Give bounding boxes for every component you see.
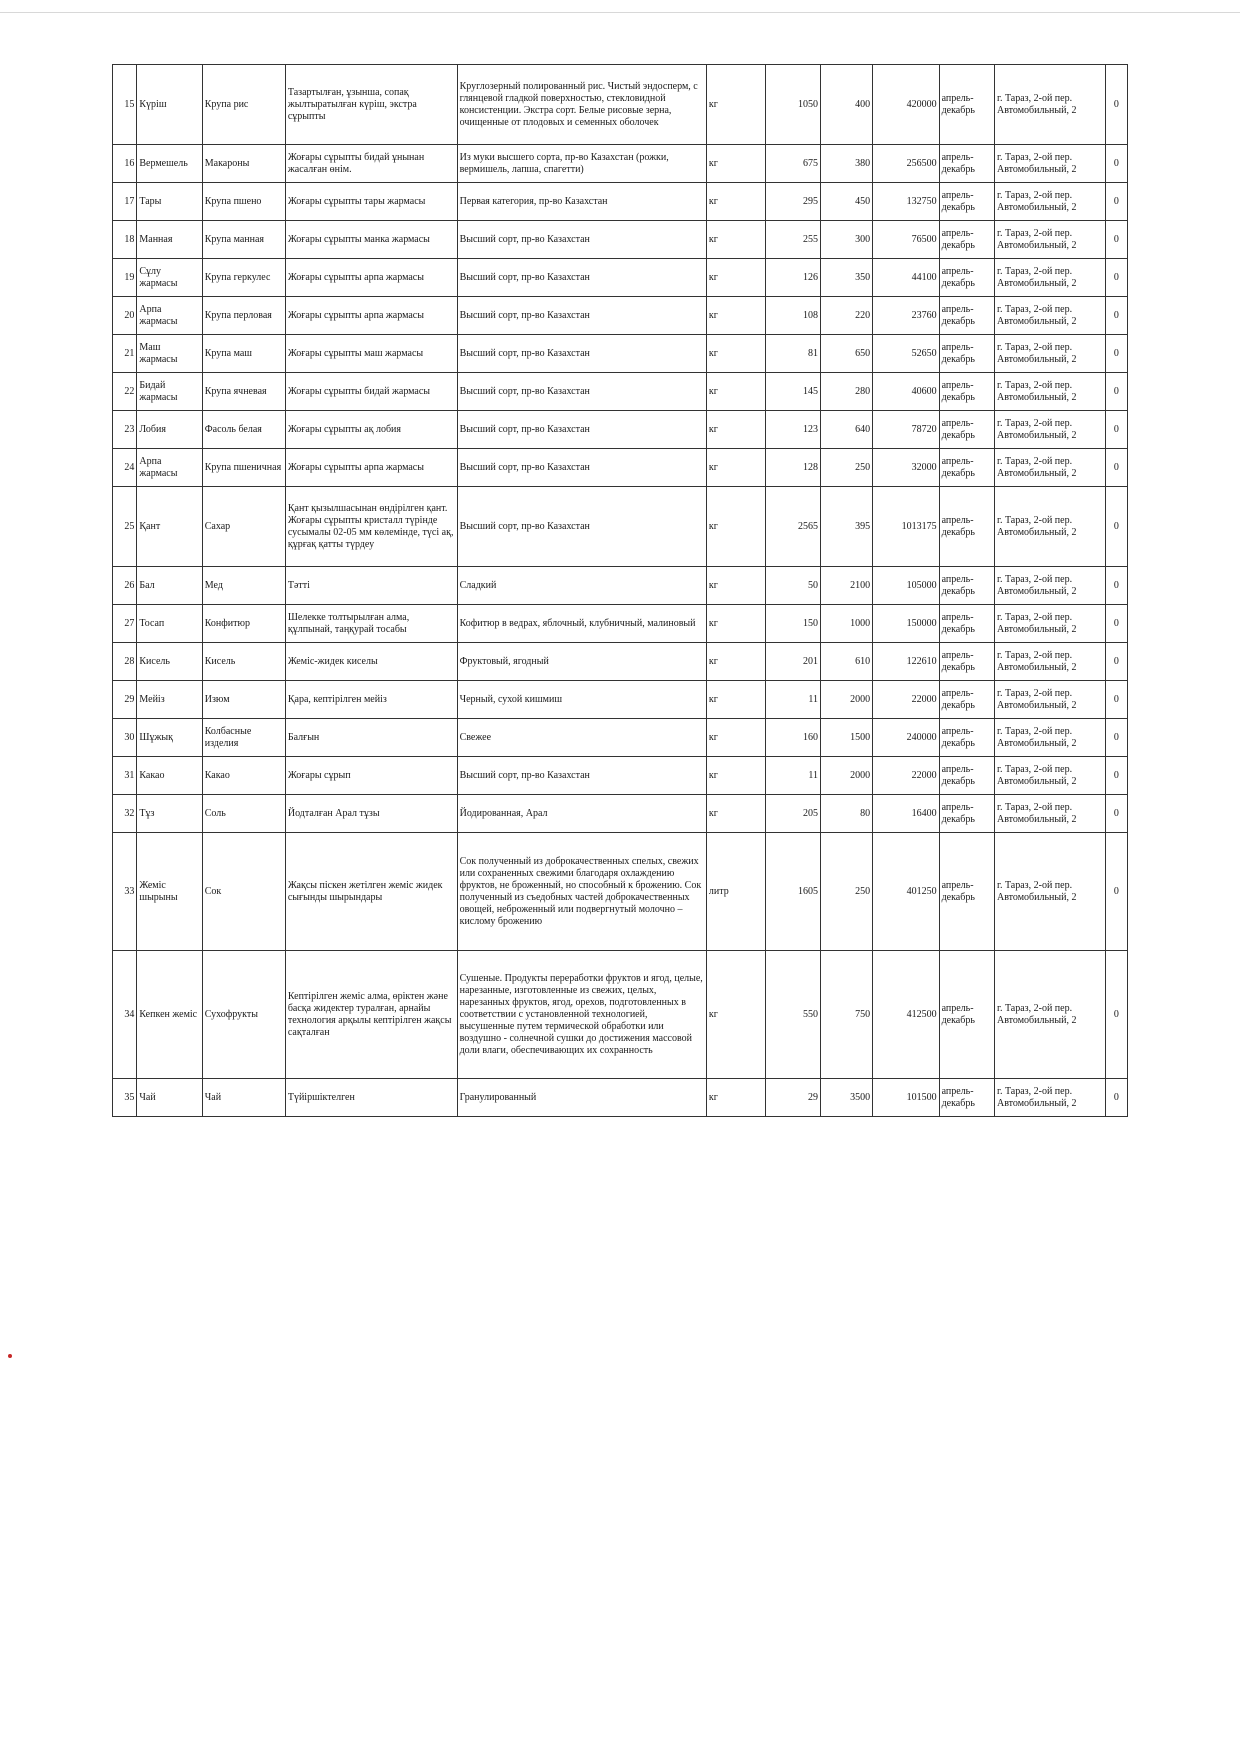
description-kz: Жеміс-жидек киселы [285,643,457,681]
quantity-cell: 150 [765,605,820,643]
row-number: 25 [113,487,137,567]
product-name-ru: Фасоль белая [202,411,285,449]
description-kz: Балғын [285,719,457,757]
last-column-cell: 0 [1105,1079,1127,1117]
row-number: 33 [113,833,137,951]
unit-cell: кг [706,259,765,297]
period-cell: апрель-декабрь [939,411,994,449]
table-row [113,335,1128,373]
sum-cell: 22000 [873,681,939,719]
quantity-cell: 201 [765,643,820,681]
unit-cell: кг [706,221,765,259]
delivery-place-cell: г. Тараз, 2-ой пер. Автомобильный, 2 [994,643,1105,681]
quantity-cell: 126 [765,259,820,297]
price-cell: 350 [821,259,873,297]
quantity-cell: 2565 [765,487,820,567]
quantity-cell: 160 [765,719,820,757]
product-name-ru: Изюм [202,681,285,719]
quantity-cell: 11 [765,757,820,795]
quantity-cell: 123 [765,411,820,449]
price-cell: 2000 [821,681,873,719]
price-cell: 650 [821,335,873,373]
last-column-cell: 0 [1105,757,1127,795]
row-number: 23 [113,411,137,449]
description-kz: Жоғары сұрыпты арпа жармасы [285,259,457,297]
sum-cell: 1013175 [873,487,939,567]
delivery-place-cell: г. Тараз, 2-ой пер. Автомобильный, 2 [994,795,1105,833]
period-cell: апрель-декабрь [939,373,994,411]
price-cell: 400 [821,65,873,145]
unit-cell: кг [706,449,765,487]
period-cell: апрель-декабрь [939,487,994,567]
row-number: 26 [113,567,137,605]
period-cell: апрель-декабрь [939,757,994,795]
row-number: 34 [113,951,137,1079]
description-ru: Высший сорт, пр-во Казахстан [457,449,706,487]
product-name-kz: Күріш [137,65,202,145]
sum-cell: 32000 [873,449,939,487]
sum-cell: 16400 [873,795,939,833]
description-kz: Жоғары сұрыпты арпа жармасы [285,297,457,335]
price-cell: 1500 [821,719,873,757]
row-number: 15 [113,65,137,145]
description-kz: Жоғары сұрыпты бидай жармасы [285,373,457,411]
price-cell: 220 [821,297,873,335]
price-cell: 80 [821,795,873,833]
last-column-cell: 0 [1105,719,1127,757]
delivery-place-cell: г. Тараз, 2-ой пер. Автомобильный, 2 [994,65,1105,145]
price-cell: 640 [821,411,873,449]
red-dot-mark [8,1354,12,1358]
period-cell: апрель-декабрь [939,567,994,605]
unit-cell: кг [706,719,765,757]
description-kz: Йодталған Арал тұзы [285,795,457,833]
delivery-place-cell: г. Тараз, 2-ой пер. Автомобильный, 2 [994,449,1105,487]
product-name-ru: Крупа пшеничная [202,449,285,487]
price-cell: 380 [821,145,873,183]
table-body [113,65,1128,1117]
last-column-cell: 0 [1105,373,1127,411]
table-row [113,297,1128,335]
quantity-cell: 81 [765,335,820,373]
product-name-ru: Крупа геркулес [202,259,285,297]
delivery-place-cell: г. Тараз, 2-ой пер. Автомобильный, 2 [994,567,1105,605]
product-name-kz: Вермешель [137,145,202,183]
delivery-place-cell: г. Тараз, 2-ой пер. Автомобильный, 2 [994,335,1105,373]
row-number: 27 [113,605,137,643]
delivery-place-cell: г. Тараз, 2-ой пер. Автомобильный, 2 [994,487,1105,567]
description-ru: Свежее [457,719,706,757]
last-column-cell: 0 [1105,795,1127,833]
row-number: 20 [113,297,137,335]
quantity-cell: 255 [765,221,820,259]
product-name-kz: Чай [137,1079,202,1117]
sum-cell: 420000 [873,65,939,145]
period-cell: апрель-декабрь [939,145,994,183]
unit-cell: кг [706,681,765,719]
sum-cell: 101500 [873,1079,939,1117]
price-cell: 395 [821,487,873,567]
price-cell: 1000 [821,605,873,643]
description-ru: Сладкий [457,567,706,605]
product-name-ru: Сухофрукты [202,951,285,1079]
product-name-ru: Какао [202,757,285,795]
table-row [113,411,1128,449]
last-column-cell: 0 [1105,643,1127,681]
product-name-kz: Шұжық [137,719,202,757]
period-cell: апрель-декабрь [939,605,994,643]
sum-cell: 105000 [873,567,939,605]
period-cell: апрель-декабрь [939,643,994,681]
product-name-ru: Соль [202,795,285,833]
description-kz: Қара, кептірілген мейіз [285,681,457,719]
unit-cell: литр [706,833,765,951]
period-cell: апрель-декабрь [939,951,994,1079]
last-column-cell: 0 [1105,951,1127,1079]
unit-cell: кг [706,145,765,183]
delivery-place-cell: г. Тараз, 2-ой пер. Автомобильный, 2 [994,183,1105,221]
unit-cell: кг [706,297,765,335]
product-name-ru: Крупа маш [202,335,285,373]
product-name-kz: Тосап [137,605,202,643]
description-ru: Высший сорт, пр-во Казахстан [457,335,706,373]
unit-cell: кг [706,183,765,221]
quantity-cell: 29 [765,1079,820,1117]
description-ru: Высший сорт, пр-во Казахстан [457,259,706,297]
description-ru: Круглозерный полированный рис. Чистый эндосперм, с глянцевой гладкой поверхностью, стекловидной консистенции. Экстра сорт. Белые рисовые зерна, очищенные от плодовых и семенных оболочек [457,65,706,145]
price-cell: 450 [821,183,873,221]
description-kz: Шелекке толтырылған алма, құлпынай, таңқурай тосабы [285,605,457,643]
product-name-kz: Қант [137,487,202,567]
description-kz: Жоғары сұрыпты маш жармасы [285,335,457,373]
product-name-ru: Колбасные изделия [202,719,285,757]
product-name-ru: Крупа пшено [202,183,285,221]
quantity-cell: 205 [765,795,820,833]
table-row [113,487,1128,567]
description-kz: Түйіршіктелген [285,1079,457,1117]
product-name-kz: Тары [137,183,202,221]
last-column-cell: 0 [1105,65,1127,145]
quantity-cell: 675 [765,145,820,183]
sum-cell: 412500 [873,951,939,1079]
description-ru: Первая категория, пр-во Казахстан [457,183,706,221]
table-row [113,605,1128,643]
product-name-kz: Бидай жармасы [137,373,202,411]
product-name-ru: Сахар [202,487,285,567]
product-name-kz: Арпа жармасы [137,449,202,487]
unit-cell: кг [706,487,765,567]
unit-cell: кг [706,335,765,373]
quantity-cell: 50 [765,567,820,605]
product-name-kz: Манная [137,221,202,259]
product-name-ru: Сок [202,833,285,951]
price-cell: 2000 [821,757,873,795]
last-column-cell: 0 [1105,183,1127,221]
unit-cell: кг [706,373,765,411]
unit-cell: кг [706,411,765,449]
description-ru: Сушеные. Продукты переработки фруктов и ягод, целые, нарезанные, изготовленные из свежих, целых, нарезанных фруктов, ягод, орехов, подготовленных в соответствии с установленной технологией, высушенные путем термической обработки или воздушно - солнечной сушки до достижения массовой доли влаги, обеспечивающих их сохранность [457,951,706,1079]
product-name-kz: Маш жармасы [137,335,202,373]
sum-cell: 22000 [873,757,939,795]
period-cell: апрель-декабрь [939,1079,994,1117]
sum-cell: 76500 [873,221,939,259]
table-row [113,951,1128,1079]
description-kz: Қант қызылшасынан өндірілген қант. Жоғары сұрыпты кристалл түрінде сусымалы 02-05 мм көлемінде, түсі ақ, құрғақ қатты түрдеу [285,487,457,567]
product-name-kz: Жеміс шырыны [137,833,202,951]
last-column-cell: 0 [1105,259,1127,297]
last-column-cell: 0 [1105,411,1127,449]
row-number: 17 [113,183,137,221]
quantity-cell: 145 [765,373,820,411]
price-cell: 2100 [821,567,873,605]
price-cell: 750 [821,951,873,1079]
period-cell: апрель-декабрь [939,297,994,335]
unit-cell: кг [706,795,765,833]
row-number: 30 [113,719,137,757]
table-row [113,643,1128,681]
row-number: 24 [113,449,137,487]
price-cell: 250 [821,833,873,951]
unit-cell: кг [706,605,765,643]
quantity-cell: 550 [765,951,820,1079]
product-name-ru: Конфитюр [202,605,285,643]
product-name-ru: Крупа рис [202,65,285,145]
last-column-cell: 0 [1105,297,1127,335]
table-row [113,757,1128,795]
product-name-ru: Крупа перловая [202,297,285,335]
unit-cell: кг [706,757,765,795]
last-column-cell: 0 [1105,487,1127,567]
description-ru: Высший сорт, пр-во Казахстан [457,757,706,795]
period-cell: апрель-декабрь [939,65,994,145]
last-column-cell: 0 [1105,567,1127,605]
product-name-kz: Кепкен жеміс [137,951,202,1079]
sum-cell: 23760 [873,297,939,335]
row-number: 21 [113,335,137,373]
sum-cell: 401250 [873,833,939,951]
period-cell: апрель-декабрь [939,335,994,373]
row-number: 35 [113,1079,137,1117]
sum-cell: 44100 [873,259,939,297]
last-column-cell: 0 [1105,449,1127,487]
table-row [113,259,1128,297]
description-ru: Кофитюр в ведрах, яблочный, клубничный, малиновый [457,605,706,643]
product-name-kz: Лобия [137,411,202,449]
sum-cell: 78720 [873,411,939,449]
product-name-kz: Арпа жармасы [137,297,202,335]
sum-cell: 122610 [873,643,939,681]
table-row [113,65,1128,145]
quantity-cell: 1050 [765,65,820,145]
sum-cell: 40600 [873,373,939,411]
last-column-cell: 0 [1105,221,1127,259]
product-name-kz: Тұз [137,795,202,833]
description-kz: Жоғары сұрыпты манка жармасы [285,221,457,259]
product-name-kz: Сұлу жармасы [137,259,202,297]
description-kz: Жақсы піскен жетілген жеміс жидек сығынды шырындары [285,833,457,951]
description-ru: Йодированная, Арал [457,795,706,833]
description-kz: Тазартылған, ұзынша, сопақ жылтыратылған күріш, экстра сұрыпты [285,65,457,145]
description-ru: Сок полученный из доброкачественных спелых, свежих или сохраненных свежими благодаря охлаждению фруктов, не броженный, но способный к брожению. Сок полученный из съедобных частей доброкачественных овощей, неброженный или подвергнутый молочно –кислому брожению [457,833,706,951]
sum-cell: 256500 [873,145,939,183]
product-name-ru: Крупа ячневая [202,373,285,411]
delivery-place-cell: г. Тараз, 2-ой пер. Автомобильный, 2 [994,833,1105,951]
table-row [113,183,1128,221]
product-name-ru: Чай [202,1079,285,1117]
product-name-ru: Кисель [202,643,285,681]
row-number: 28 [113,643,137,681]
price-cell: 610 [821,643,873,681]
period-cell: апрель-декабрь [939,795,994,833]
delivery-place-cell: г. Тараз, 2-ой пер. Автомобильный, 2 [994,1079,1105,1117]
sum-cell: 150000 [873,605,939,643]
delivery-place-cell: г. Тараз, 2-ой пер. Автомобильный, 2 [994,373,1105,411]
row-number: 19 [113,259,137,297]
table-row [113,221,1128,259]
description-ru: Высший сорт, пр-во Казахстан [457,297,706,335]
page-top-line [0,12,1240,13]
delivery-place-cell: г. Тараз, 2-ой пер. Автомобильный, 2 [994,757,1105,795]
description-kz: Жоғары сұрыпты бидай ұнынан жасалған өнім. [285,145,457,183]
product-name-ru: Крупа манная [202,221,285,259]
quantity-cell: 108 [765,297,820,335]
table-row [113,449,1128,487]
description-kz: Кептірілген жеміс алма, өріктен және басқа жидектер туралған, арнайы технология арқылы кептірілген жақсы сақталған [285,951,457,1079]
row-number: 22 [113,373,137,411]
procurement-table-sheet [112,64,1128,1117]
description-kz: Жоғары сұрыпты ақ лобия [285,411,457,449]
period-cell: апрель-декабрь [939,719,994,757]
table-row [113,373,1128,411]
table-row [113,681,1128,719]
description-ru: Высший сорт, пр-во Казахстан [457,221,706,259]
description-ru: Из муки высшего сорта, пр-во Казахстан (рожки, вермишель, лапша, спагетти) [457,145,706,183]
price-cell: 3500 [821,1079,873,1117]
price-cell: 250 [821,449,873,487]
product-name-kz: Кисель [137,643,202,681]
quantity-cell: 1605 [765,833,820,951]
row-number: 29 [113,681,137,719]
description-kz: Жоғары сұрыпты тары жармасы [285,183,457,221]
table-row [113,1079,1128,1117]
procurement-table [112,64,1128,1117]
table-row [113,795,1128,833]
description-ru: Высший сорт, пр-во Казахстан [457,373,706,411]
period-cell: апрель-декабрь [939,681,994,719]
delivery-place-cell: г. Тараз, 2-ой пер. Автомобильный, 2 [994,411,1105,449]
sum-cell: 240000 [873,719,939,757]
description-ru: Высший сорт, пр-во Казахстан [457,411,706,449]
quantity-cell: 295 [765,183,820,221]
period-cell: апрель-декабрь [939,183,994,221]
product-name-kz: Бал [137,567,202,605]
last-column-cell: 0 [1105,145,1127,183]
delivery-place-cell: г. Тараз, 2-ой пер. Автомобильный, 2 [994,145,1105,183]
unit-cell: кг [706,951,765,1079]
last-column-cell: 0 [1105,833,1127,951]
table-row [113,145,1128,183]
description-ru: Высший сорт, пр-во Казахстан [457,487,706,567]
unit-cell: кг [706,65,765,145]
description-kz: Жоғары сұрыпты арпа жармасы [285,449,457,487]
price-cell: 300 [821,221,873,259]
product-name-kz: Мейіз [137,681,202,719]
row-number: 32 [113,795,137,833]
price-cell: 280 [821,373,873,411]
delivery-place-cell: г. Тараз, 2-ой пер. Автомобильный, 2 [994,221,1105,259]
last-column-cell: 0 [1105,605,1127,643]
delivery-place-cell: г. Тараз, 2-ой пер. Автомобильный, 2 [994,297,1105,335]
last-column-cell: 0 [1105,335,1127,373]
delivery-place-cell: г. Тараз, 2-ой пер. Автомобильный, 2 [994,681,1105,719]
last-column-cell: 0 [1105,681,1127,719]
description-kz: Тәтті [285,567,457,605]
table-row [113,833,1128,951]
sum-cell: 52650 [873,335,939,373]
table-row [113,719,1128,757]
product-name-kz: Какао [137,757,202,795]
sum-cell: 132750 [873,183,939,221]
period-cell: апрель-декабрь [939,833,994,951]
description-kz: Жоғары сұрып [285,757,457,795]
unit-cell: кг [706,643,765,681]
period-cell: апрель-декабрь [939,221,994,259]
quantity-cell: 11 [765,681,820,719]
unit-cell: кг [706,567,765,605]
delivery-place-cell: г. Тараз, 2-ой пер. Автомобильный, 2 [994,719,1105,757]
description-ru: Фруктовый, ягодный [457,643,706,681]
period-cell: апрель-декабрь [939,259,994,297]
row-number: 31 [113,757,137,795]
product-name-ru: Макароны [202,145,285,183]
period-cell: апрель-декабрь [939,449,994,487]
delivery-place-cell: г. Тараз, 2-ой пер. Автомобильный, 2 [994,259,1105,297]
quantity-cell: 128 [765,449,820,487]
description-ru: Черный, сухой кишмиш [457,681,706,719]
delivery-place-cell: г. Тараз, 2-ой пер. Автомобильный, 2 [994,605,1105,643]
row-number: 16 [113,145,137,183]
delivery-place-cell: г. Тараз, 2-ой пер. Автомобильный, 2 [994,951,1105,1079]
unit-cell: кг [706,1079,765,1117]
product-name-ru: Мед [202,567,285,605]
description-ru: Гранулированный [457,1079,706,1117]
table-row [113,567,1128,605]
row-number: 18 [113,221,137,259]
